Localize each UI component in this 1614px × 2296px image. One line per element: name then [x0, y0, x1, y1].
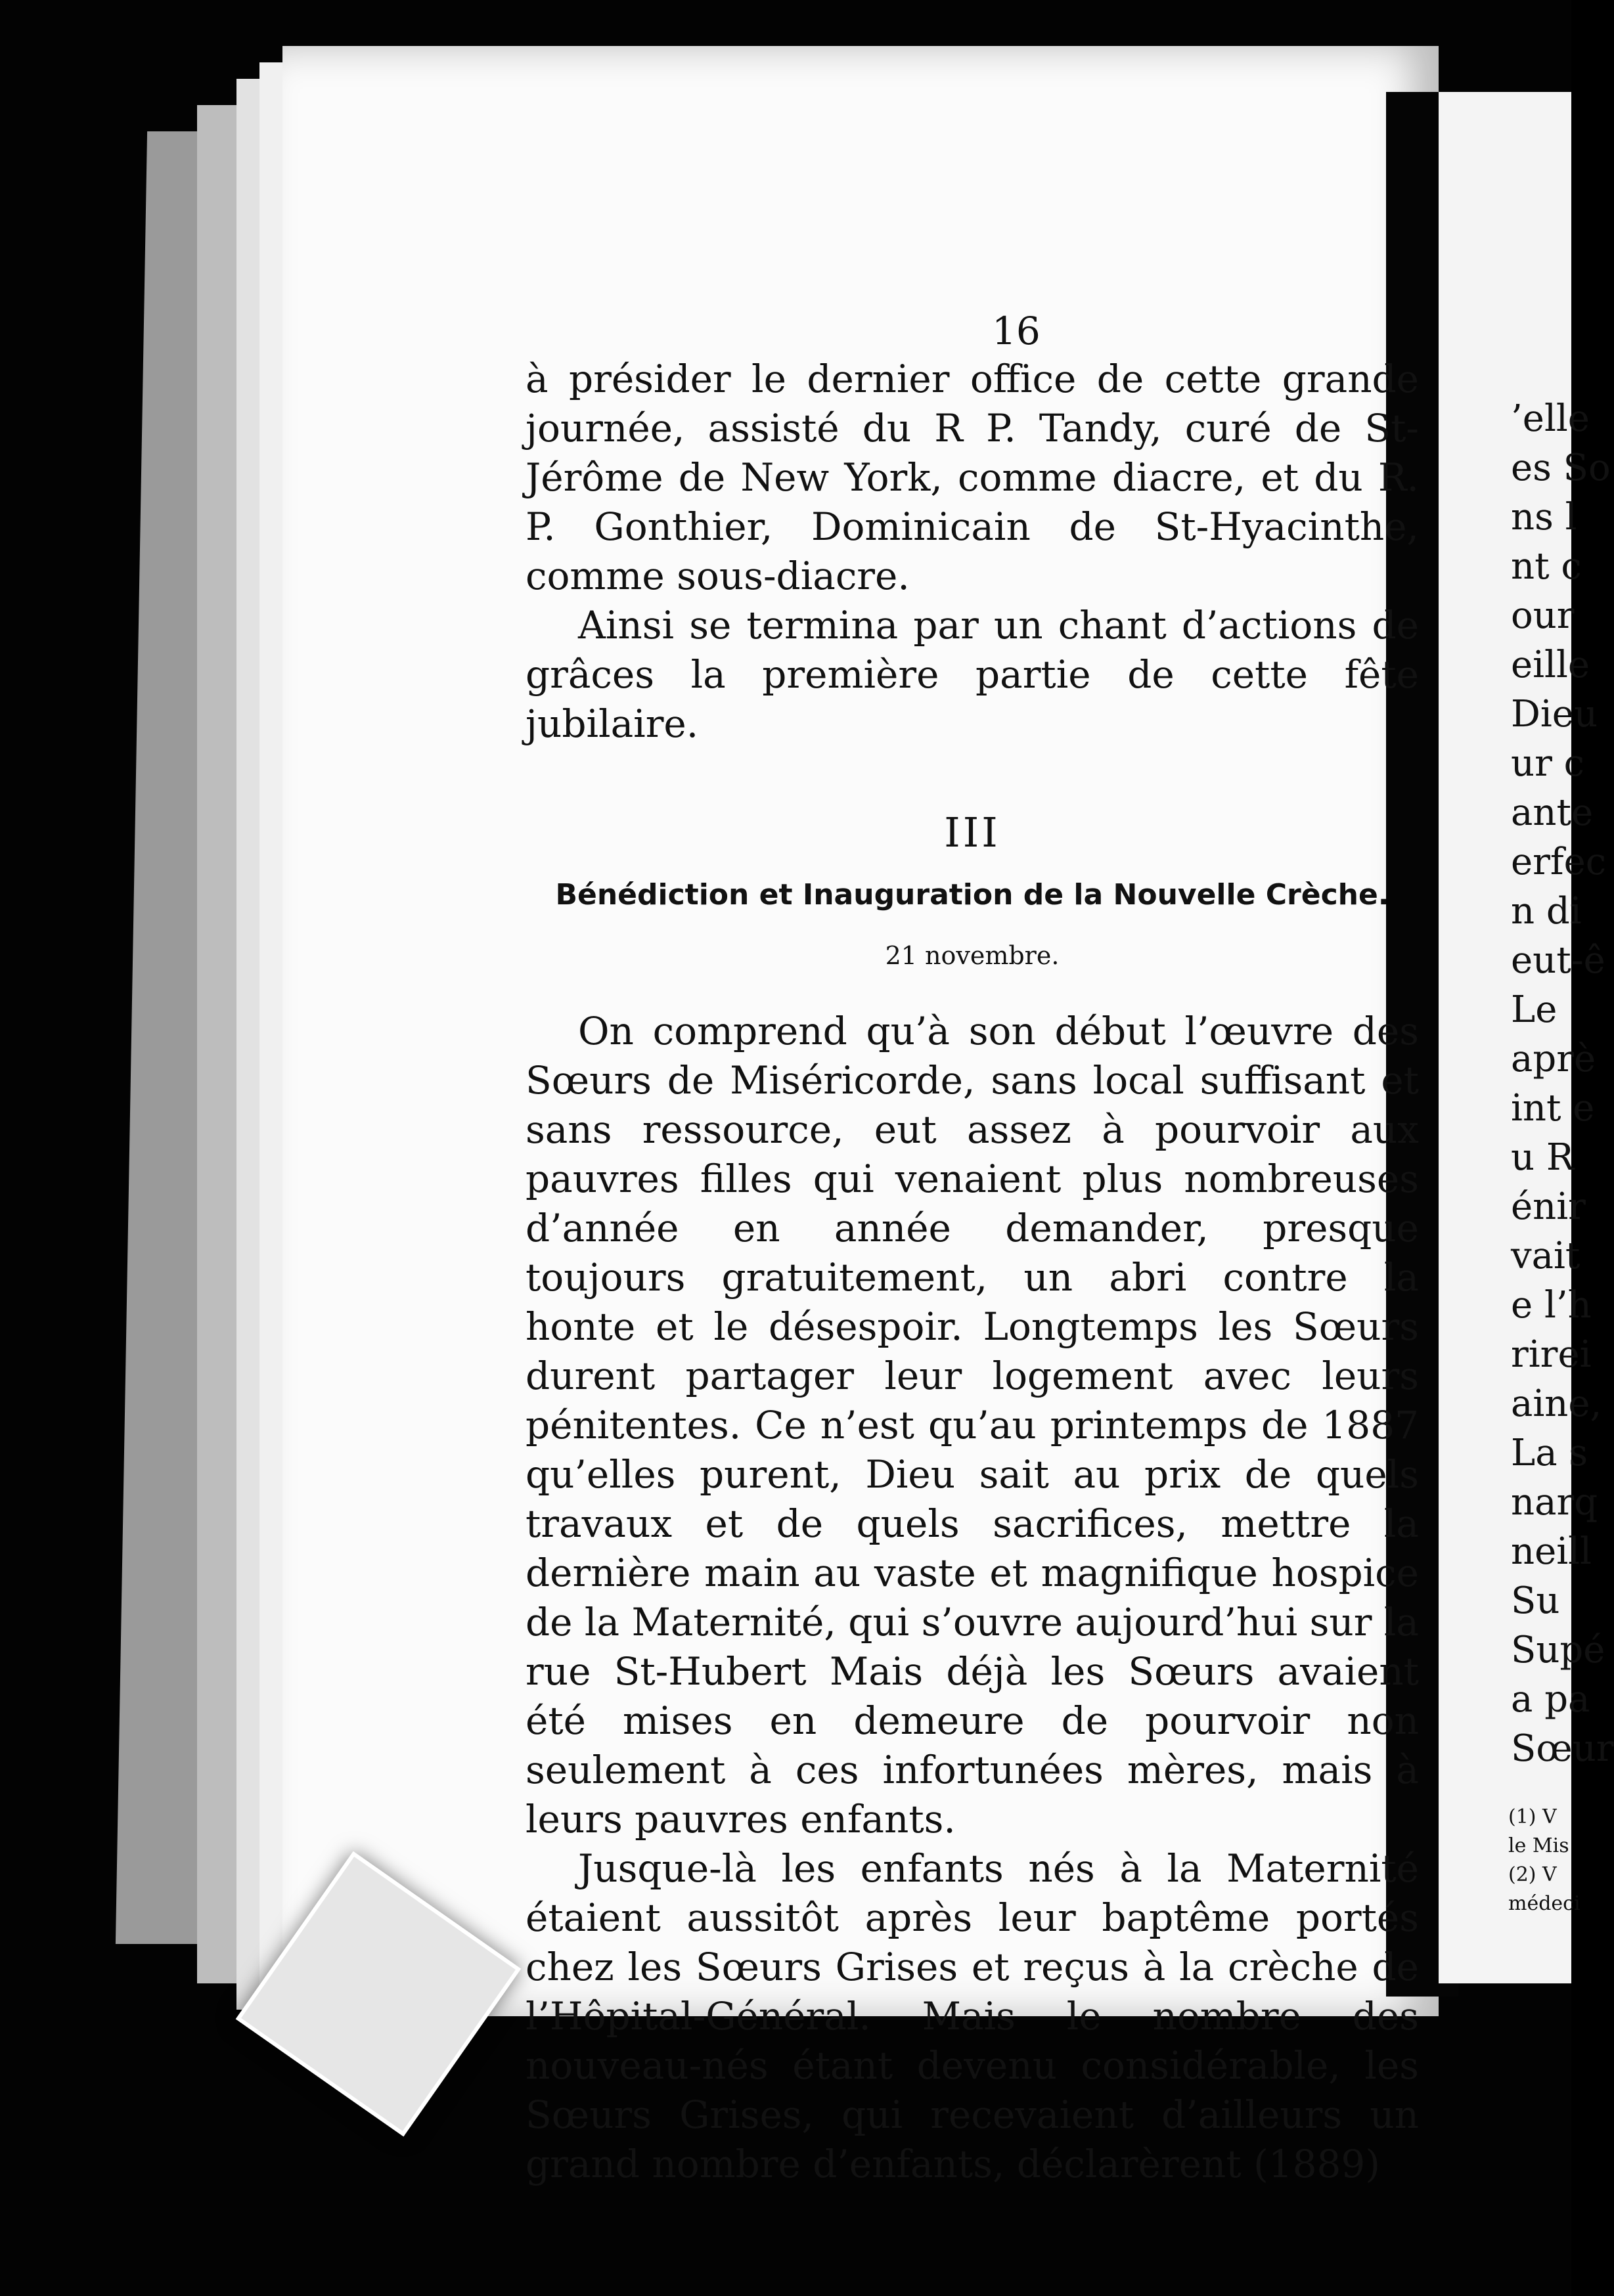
- facing-page-line: int e: [1511, 1087, 1595, 1130]
- facing-page-line: vait: [1511, 1235, 1580, 1277]
- facing-page-line: ’elle: [1511, 397, 1590, 440]
- facing-page-line: a pa: [1511, 1678, 1590, 1721]
- facing-page-line: nt c: [1511, 545, 1582, 588]
- paragraph: Ainsi se termina par un chant d’actions de grâces la première partie de cette fête jubilaire.: [526, 603, 1419, 746]
- facing-page-line: ns l: [1511, 496, 1577, 539]
- facing-page-line: aine,: [1511, 1382, 1602, 1425]
- facing-page-line: e l’h: [1511, 1284, 1592, 1327]
- facing-page-line: eille: [1511, 644, 1590, 686]
- paragraph: Jusque-là les enfants nés à la Maternité étaient aussitôt après leur baptême portés chez les Sœurs Grises et reçus à la crèche de l’Hôpital-Général. Mais le nombre des nouveau-nés étant devenu considérable, les Sœurs Grises, qui recevaient d’ailleurs un grand nombre d’enfants, déclarèrent (1889): [526, 1846, 1419, 2186]
- facing-page-line: eut-ê: [1511, 939, 1605, 982]
- facing-page-line: Dieu: [1511, 693, 1598, 736]
- facing-page-footnote: le Mis: [1508, 1834, 1569, 1857]
- facing-page-line: our: [1511, 594, 1575, 637]
- facing-page-line: neill: [1511, 1530, 1592, 1573]
- facing-page-line: n di: [1511, 890, 1582, 933]
- facing-page-footnote: (2) V: [1508, 1863, 1557, 1886]
- facing-page-footnote: médeci: [1508, 1892, 1580, 1915]
- facing-page-line: ante: [1511, 791, 1594, 834]
- paragraph: On comprend qu’à son début l’œuvre des Sœurs de Miséricorde, sans local suffisant et sans ressource, eut assez à pourvoir aux pauvres filles qui venaient plus nombreuses d’année en année demander, presque toujours gratuitement, un abri contre la honte et le désespoir. Longtemps les Sœurs durent partager leur logement avec leurs pénitentes. Ce n’est qu’au printemps de 1887 qu’elles purent, Dieu sait au prix de quels travaux et de quels sacrifices, mettre la dernière main au vaste et magnifique hospice de la Maternité, qui s’ouvre aujourd’hui sur la rue St-Hubert Mais déjà les Sœurs avaient été mises en demeure de pourvoir non seulement à ces infortunées mères, mais à leurs pauvres enfants.: [526, 1009, 1419, 1842]
- facing-page-footnote: (1) V: [1508, 1805, 1557, 1828]
- facing-page-line: es So: [1511, 447, 1611, 489]
- section-title: Bénédiction et Inauguration de la Nouvelle Crèche.: [555, 878, 1389, 912]
- facing-page-line: Sœur: [1511, 1727, 1614, 1770]
- facing-page-line: Le: [1511, 988, 1558, 1031]
- facing-page-footnotes: [1508, 1803, 1580, 1918]
- page-number: 16: [992, 309, 1041, 353]
- facing-page-line: aprè: [1511, 1038, 1596, 1080]
- section-number: III: [944, 808, 1000, 856]
- facing-page-line: énir: [1511, 1185, 1586, 1228]
- facing-page-line: ur c: [1511, 742, 1584, 785]
- facing-page-line: La s: [1511, 1432, 1588, 1474]
- facing-page-line: narq: [1511, 1481, 1598, 1524]
- section-date: 21 novembre.: [885, 941, 1060, 970]
- facing-page-line: Su: [1511, 1579, 1560, 1622]
- facing-page-line: erfec: [1511, 841, 1607, 883]
- paragraph: à présider le dernier office de cette grande journée, assisté du R P. Tandy, curé de St-Jérôme de New York, comme diacre, et du R. P. Gonthier, Dominicain de St-Hyacinthe, comme sous-diacre.: [526, 357, 1419, 598]
- facing-page-line: rirei: [1511, 1333, 1592, 1376]
- facing-page-text: [1511, 394, 1614, 1773]
- facing-page-line: u R: [1511, 1136, 1575, 1179]
- page-body: [526, 355, 1419, 2189]
- facing-page-line: Supé: [1511, 1629, 1605, 1671]
